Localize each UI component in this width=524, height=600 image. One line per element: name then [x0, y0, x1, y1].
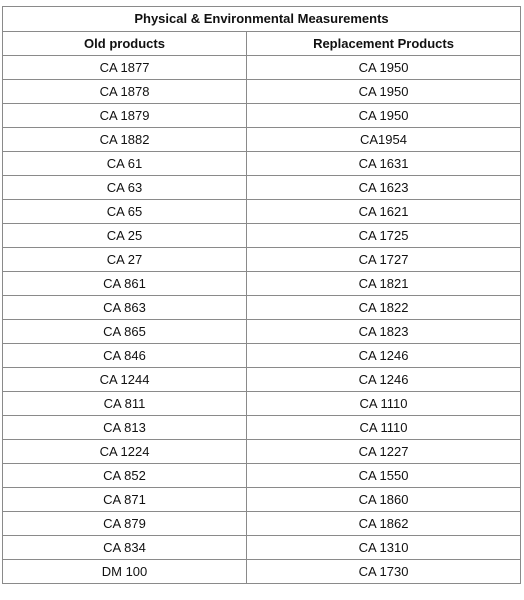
- old-product-cell: CA 63: [3, 176, 247, 200]
- table-row: [3, 104, 521, 128]
- old-product-cell: CA 852: [3, 464, 247, 488]
- old-product-cell: CA 1877: [3, 56, 247, 80]
- replacement-product-cell: CA 1821: [247, 272, 521, 296]
- old-product-cell: CA 1244: [3, 368, 247, 392]
- old-product-cell: CA 863: [3, 296, 247, 320]
- old-product-cell: CA 861: [3, 272, 247, 296]
- table-row: [3, 200, 521, 224]
- replacement-product-cell: CA 1950: [247, 104, 521, 128]
- replacement-product-cell: CA 1550: [247, 464, 521, 488]
- table-row: [3, 368, 521, 392]
- old-product-cell: CA 879: [3, 512, 247, 536]
- replacement-product-cell: CA 1860: [247, 488, 521, 512]
- replacement-product-cell: CA1954: [247, 128, 521, 152]
- table-row: [3, 128, 521, 152]
- table-row: [3, 56, 521, 80]
- old-product-cell: CA 25: [3, 224, 247, 248]
- replacement-product-cell: CA 1110: [247, 392, 521, 416]
- table-body: [3, 56, 521, 584]
- table-row: [3, 392, 521, 416]
- table-row: [3, 512, 521, 536]
- replacement-product-cell: CA 1822: [247, 296, 521, 320]
- old-product-cell: CA 61: [3, 152, 247, 176]
- product-replacement-table: [2, 6, 521, 584]
- old-product-cell: CA 865: [3, 320, 247, 344]
- old-product-cell: CA 811: [3, 392, 247, 416]
- table-row: [3, 488, 521, 512]
- table-row: [3, 296, 521, 320]
- table-row: [3, 176, 521, 200]
- replacement-product-cell: CA 1730: [247, 560, 521, 584]
- replacement-product-cell: CA 1110: [247, 416, 521, 440]
- replacement-product-cell: CA 1246: [247, 368, 521, 392]
- old-product-cell: CA 1879: [3, 104, 247, 128]
- replacement-product-cell: CA 1623: [247, 176, 521, 200]
- old-product-cell: CA 65: [3, 200, 247, 224]
- replacement-product-cell: CA 1823: [247, 320, 521, 344]
- replacement-product-cell: CA 1621: [247, 200, 521, 224]
- replacement-product-cell: CA 1246: [247, 344, 521, 368]
- old-product-cell: CA 871: [3, 488, 247, 512]
- table-row: [3, 464, 521, 488]
- table-title-row: [3, 7, 521, 32]
- table-row: [3, 536, 521, 560]
- table-row: [3, 440, 521, 464]
- table-row: [3, 80, 521, 104]
- table-row: [3, 152, 521, 176]
- replacement-product-cell: CA 1950: [247, 56, 521, 80]
- column-header-replacement-products: Replacement Products: [247, 32, 521, 56]
- old-product-cell: CA 834: [3, 536, 247, 560]
- table-title: Physical & Environmental Measurements: [3, 7, 521, 32]
- old-product-cell: CA 846: [3, 344, 247, 368]
- table-row: [3, 416, 521, 440]
- replacement-product-cell: CA 1950: [247, 80, 521, 104]
- replacement-product-cell: CA 1310: [247, 536, 521, 560]
- table-row: [3, 224, 521, 248]
- replacement-product-cell: CA 1727: [247, 248, 521, 272]
- old-product-cell: CA 813: [3, 416, 247, 440]
- replacement-product-cell: CA 1227: [247, 440, 521, 464]
- table-row: [3, 272, 521, 296]
- table-row: [3, 344, 521, 368]
- table-row: [3, 248, 521, 272]
- table-row: [3, 560, 521, 584]
- replacement-product-cell: CA 1631: [247, 152, 521, 176]
- table-row: [3, 320, 521, 344]
- old-product-cell: CA 1224: [3, 440, 247, 464]
- old-product-cell: DM 100: [3, 560, 247, 584]
- replacement-product-cell: CA 1862: [247, 512, 521, 536]
- table-header-row: [3, 32, 521, 56]
- old-product-cell: CA 1878: [3, 80, 247, 104]
- replacement-product-cell: CA 1725: [247, 224, 521, 248]
- old-product-cell: CA 1882: [3, 128, 247, 152]
- column-header-old-products: Old products: [3, 32, 247, 56]
- old-product-cell: CA 27: [3, 248, 247, 272]
